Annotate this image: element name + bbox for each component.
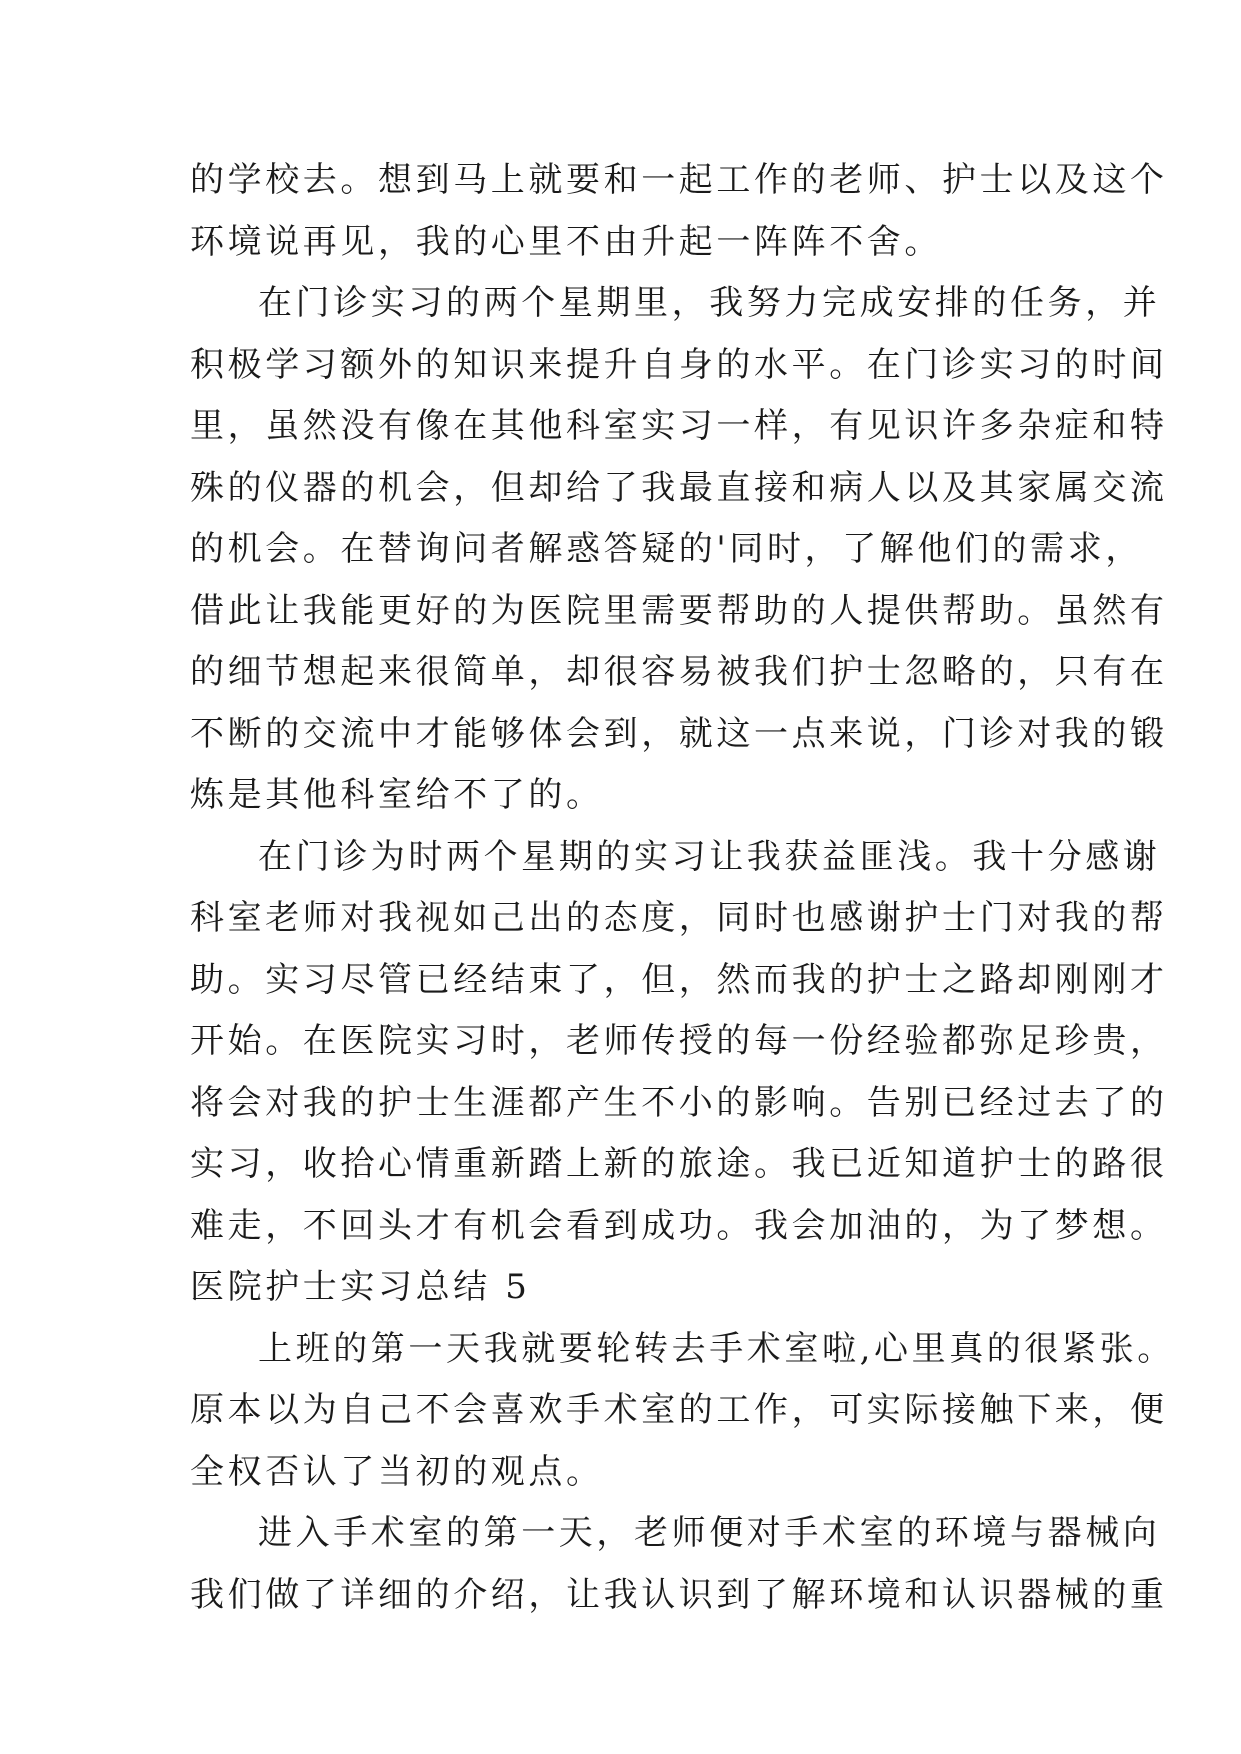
paragraph-start-line: 进入手术室的第一天，老师便对手术室的环境与器械向 <box>258 1513 1161 1553</box>
text-line: 开始。在医院实习时，老师传授的每一份经验都弥足珍贵， <box>190 1021 1168 1061</box>
paragraph-start-line: 在门诊为时两个星期的实习让我获益匪浅。我十分感谢 <box>258 836 1161 877</box>
text-line: 将会对我的护士生涯都产生不小的影响。告别已经过去了的 <box>190 1082 1168 1123</box>
text-line: 实习，收拾心情重新踏上新的旅途。我已近知道护士的路很 <box>190 1144 1168 1184</box>
paragraph-start-line: 在门诊实习的两个星期里，我努力完成安排的任务，并 <box>258 283 1161 323</box>
text-line: 我们做了详细的介绍，让我认识到了解环境和认识器械的重 <box>190 1574 1168 1615</box>
text-line: 全权否认了当初的观点。 <box>190 1451 604 1492</box>
text-line: 不断的交流中才能够体会到，就这一点来说，门诊对我的锻 <box>190 713 1168 754</box>
text-line: 的机会。在替询问者解惑答疑的'同时，了解他们的需求， <box>190 529 1143 569</box>
text-line: 难走，不回头才有机会看到成功。我会加油的，为了梦想。 <box>190 1205 1168 1246</box>
text-line: 炼是其他科室给不了的。 <box>190 775 604 815</box>
text-line: 原本以为自己不会喜欢手术室的工作，可实际接触下来，便 <box>190 1390 1168 1430</box>
text-line: 里，虽然没有像在其他科室实习一样，有见识许多杂症和特 <box>190 406 1168 446</box>
text-line: 环境说再见，我的心里不由升起一阵阵不舍。 <box>190 221 942 262</box>
text-line: 积极学习额外的知识来提升自身的水平。在门诊实习的时间 <box>190 344 1168 385</box>
paragraph-start-line: 上班的第一天我就要轮转去手术室啦,心里真的很紧张。 <box>258 1328 1175 1369</box>
document-body <box>190 150 1175 1626</box>
text-line: 助。实习尽管已经结束了，但，然而我的护士之路却刚刚才 <box>190 959 1168 1000</box>
section-heading: 医院护士实习总结 5 <box>190 1267 531 1307</box>
text-line: 借此让我能更好的为医院里需要帮助的人提供帮助。虽然有 <box>190 590 1168 631</box>
text-line: 的学校去。想到马上就要和一起工作的老师、护士以及这个 <box>190 160 1168 200</box>
text-line: 殊的仪器的机会，但却给了我最直接和病人以及其家属交流 <box>190 467 1168 508</box>
text-line: 的细节想起来很简单，却很容易被我们护士忽略的，只有在 <box>190 652 1168 692</box>
text-line: 科室老师对我视如己出的态度，同时也感谢护士门对我的帮 <box>190 898 1168 938</box>
